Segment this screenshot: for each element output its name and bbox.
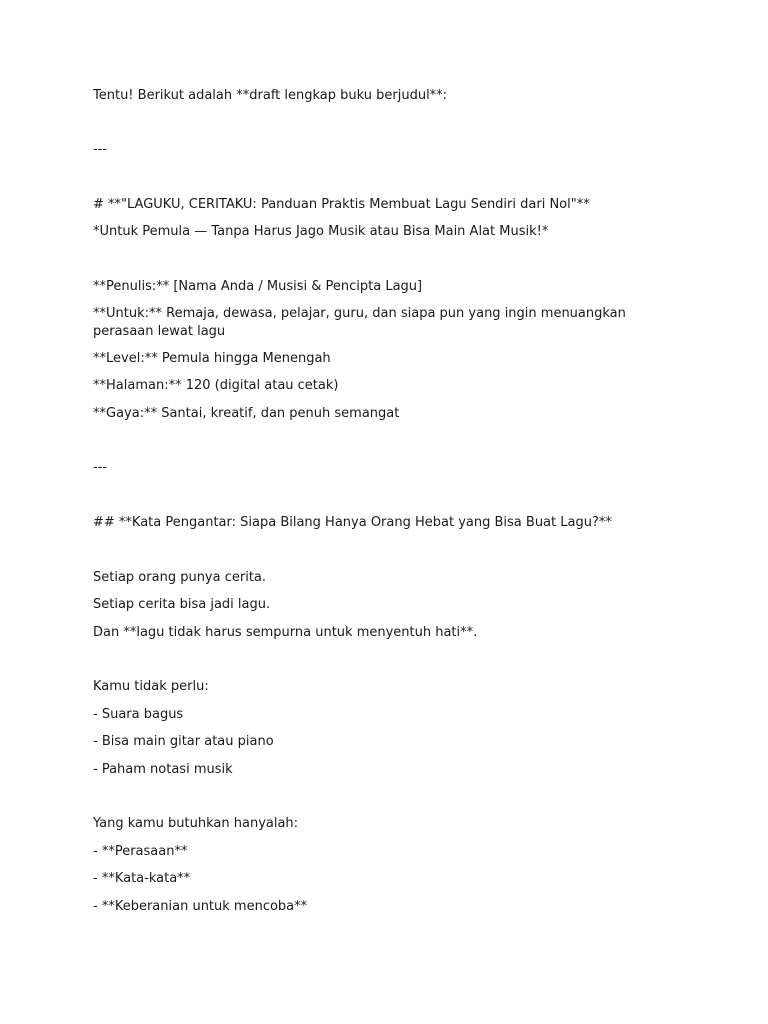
list-intro-line: Kamu tidak perlu: bbox=[93, 679, 209, 694]
list-item: - Bisa main gitar atau piano bbox=[93, 734, 274, 749]
list-item: - Paham notasi musik bbox=[93, 762, 233, 777]
pages-line: **Halaman:** 120 (digital atau cetak) bbox=[93, 378, 339, 393]
foreword-heading: ## **Kata Pengantar: Siapa Bilang Hanya Orang Hebat yang Bisa Buat Lagu?** bbox=[93, 515, 612, 530]
list-item: - **Kata-kata** bbox=[93, 871, 191, 886]
paragraph-line: Setiap cerita bisa jadi lagu. bbox=[93, 597, 271, 612]
list-item: - Suara bagus bbox=[93, 707, 184, 722]
list-item: - **Keberanian untuk mencoba** bbox=[93, 899, 308, 914]
subtitle-line: *Untuk Pemula — Tanpa Harus Jago Musik atau Bisa Main Alat Musik!* bbox=[93, 224, 549, 239]
intro-line: Tentu! Berikut adalah **draft lengkap buku berjudul**: bbox=[93, 88, 448, 103]
paragraph-line: Dan **lagu tidak harus sempurna untuk menyentuh hati**. bbox=[93, 625, 478, 640]
author-line: **Penulis:** [Nama Anda / Musisi & Pencipta Lagu] bbox=[93, 279, 423, 294]
separator-2: --- bbox=[93, 460, 108, 475]
list-item: - **Perasaan** bbox=[93, 844, 188, 859]
book-title-line: # **"LAGUKU, CERITAKU: Panduan Praktis Membuat Lagu Sendiri dari Nol"** bbox=[93, 197, 590, 212]
list-intro-line: Yang kamu butuhkan hanyalah: bbox=[93, 816, 299, 831]
separator-1: --- bbox=[93, 142, 108, 157]
style-line: **Gaya:** Santai, kreatif, dan penuh semangat bbox=[93, 406, 400, 421]
paragraph-line: Setiap orang punya cerita. bbox=[93, 570, 267, 585]
level-line: **Level:** Pemula hingga Menengah bbox=[93, 351, 331, 366]
audience-line: **Untuk:** Remaja, dewasa, pelajar, guru, dan siapa pun yang ingin menuangkan perasaan lewat lagu bbox=[93, 306, 631, 339]
